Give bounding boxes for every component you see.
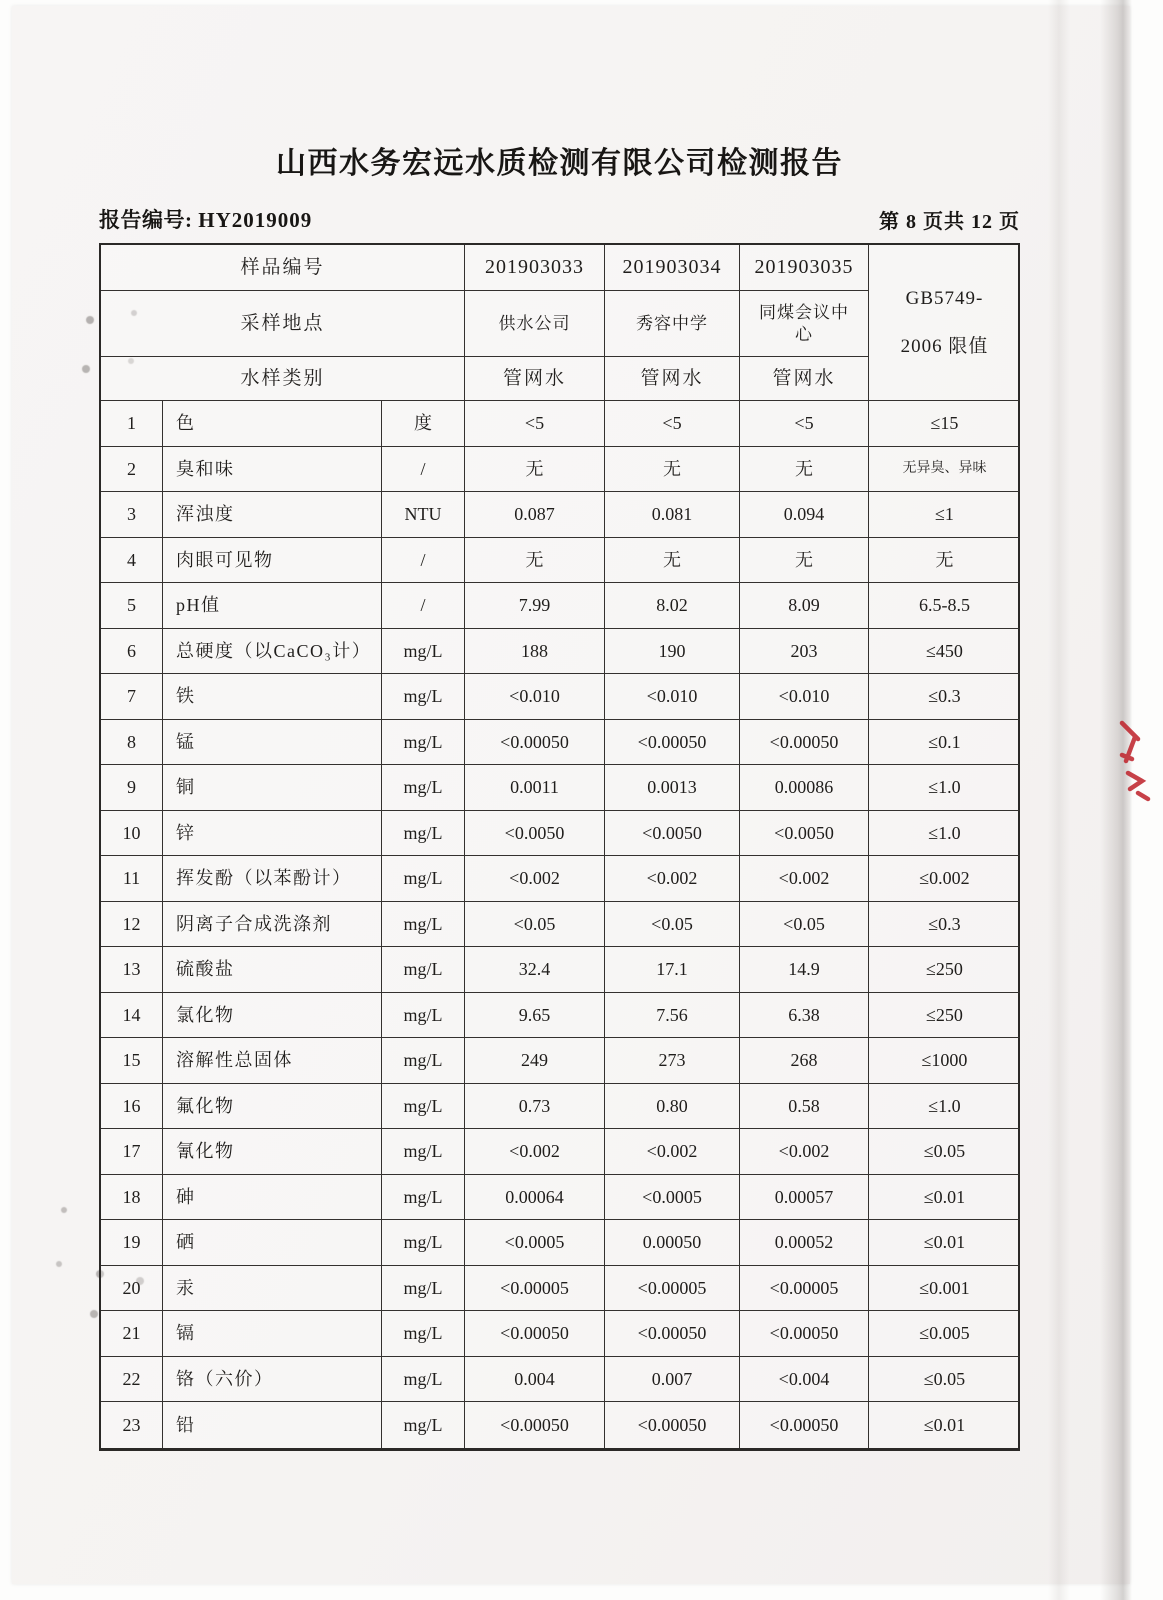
row-index: 10 xyxy=(101,811,163,857)
report-number-value: HY2019009 xyxy=(198,208,313,232)
param-unit: mg/L xyxy=(382,947,465,993)
limit-value: ≤15 xyxy=(869,401,1020,447)
param-name: 砷 xyxy=(163,1175,382,1221)
value-sample-3: 8.09 xyxy=(740,583,869,629)
limit-value: ≤0.05 xyxy=(869,1129,1020,1175)
sample-type-2: 管网水 xyxy=(605,357,740,401)
value-sample-3: 0.00086 xyxy=(740,765,869,811)
row-index: 5 xyxy=(101,583,163,629)
row-index: 19 xyxy=(101,1220,163,1266)
param-unit: mg/L xyxy=(382,1220,465,1266)
param-unit: mg/L xyxy=(382,856,465,902)
value-sample-1: 188 xyxy=(465,629,605,675)
report-number-label: 报告编号: xyxy=(99,208,193,232)
value-sample-1: 32.4 xyxy=(465,947,605,993)
limit-value: 无 xyxy=(869,538,1020,584)
limit-value: 6.5-8.5 xyxy=(869,583,1020,629)
row-index: 11 xyxy=(101,856,163,902)
param-unit: mg/L xyxy=(382,720,465,766)
value-sample-2: <0.010 xyxy=(605,674,740,720)
value-sample-1: <0.010 xyxy=(465,674,605,720)
value-sample-1: <0.0005 xyxy=(465,1220,605,1266)
row-index: 9 xyxy=(101,765,163,811)
document-content xyxy=(99,0,1020,1451)
value-sample-2: 17.1 xyxy=(605,947,740,993)
value-sample-2: 无 xyxy=(605,538,740,584)
param-name: 总硬度（以CaCO₃计） xyxy=(163,629,382,675)
limit-value: ≤0.01 xyxy=(869,1175,1020,1221)
param-unit: mg/L xyxy=(382,1311,465,1357)
param-unit: mg/L xyxy=(382,1266,465,1312)
value-sample-1: 0.73 xyxy=(465,1084,605,1130)
sample-no-1: 201903033 xyxy=(465,245,605,291)
row-index: 17 xyxy=(101,1129,163,1175)
value-sample-3: <0.002 xyxy=(740,856,869,902)
sample-no-3: 201903035 xyxy=(740,245,869,291)
location-3: 同煤会议中心 xyxy=(740,291,869,357)
limit-value: ≤0.01 xyxy=(923,1414,966,1435)
row-index: 4 xyxy=(101,538,163,584)
value-sample-3: <0.00050 xyxy=(740,1311,869,1357)
sample-no-2: 201903034 xyxy=(605,245,740,291)
value-sample-3: <0.0050 xyxy=(740,811,869,857)
value-sample-1: 9.65 xyxy=(465,993,605,1039)
limit-value: ≤1.0 xyxy=(869,765,1020,811)
limit-standard-line2: 2006 限值 xyxy=(900,335,989,357)
value-sample-1: <0.00050 xyxy=(465,720,605,766)
limit-value: ≤0.1 xyxy=(869,720,1020,766)
param-unit: mg/L xyxy=(382,1175,465,1221)
param-unit: mg/L xyxy=(382,1084,465,1130)
value-sample-1: <0.05 xyxy=(465,902,605,948)
limit-value: ≤0.001 xyxy=(869,1266,1020,1312)
row-index: 7 xyxy=(101,674,163,720)
param-name: 浑浊度 xyxy=(163,492,382,538)
value-sample-2: 273 xyxy=(605,1038,740,1084)
param-unit: mg/L xyxy=(382,765,465,811)
page-indicator: 第 8 页共 12 页 xyxy=(879,211,1020,233)
row-index: 13 xyxy=(101,947,163,993)
location-1: 供水公司 xyxy=(465,291,605,357)
value-sample-2: 0.0013 xyxy=(605,765,740,811)
limit-value: ≤0.3 xyxy=(869,674,1020,720)
row-index: 22 xyxy=(101,1357,163,1403)
value-sample-3: 14.9 xyxy=(740,947,869,993)
row-index: 23 xyxy=(101,1402,163,1448)
param-name: 镉 xyxy=(163,1311,382,1357)
value-sample-2: <0.0005 xyxy=(605,1175,740,1221)
value-sample-2: <0.00050 xyxy=(605,1311,740,1357)
limit-standard-header xyxy=(869,245,1020,401)
red-pen-mark xyxy=(1108,715,1156,805)
limit-value: ≤1000 xyxy=(869,1038,1020,1084)
param-name: pH值 xyxy=(163,583,382,629)
sample-type-label: 水样类别 xyxy=(101,357,465,401)
param-unit: mg/L xyxy=(382,1129,465,1175)
param-unit: mg/L xyxy=(382,1038,465,1084)
param-name: 硒 xyxy=(163,1220,382,1266)
row-index: 15 xyxy=(101,1038,163,1084)
value-sample-2: 0.081 xyxy=(605,492,740,538)
limit-value: ≤0.002 xyxy=(869,856,1020,902)
table-body xyxy=(101,401,1018,1448)
value-sample-3: <0.004 xyxy=(740,1357,869,1403)
value-sample-3: 0.00052 xyxy=(740,1220,869,1266)
value-sample-3: 0.094 xyxy=(740,492,869,538)
meta-row xyxy=(99,204,1020,234)
param-unit: mg/L xyxy=(382,674,465,720)
row-index: 3 xyxy=(101,492,163,538)
value-sample-3: <0.00005 xyxy=(740,1266,869,1312)
param-name: 阴离子合成洗涤剂 xyxy=(163,902,382,948)
param-unit: 度 xyxy=(382,401,465,447)
value-sample-2: <0.0050 xyxy=(605,811,740,857)
param-name: 铬（六价） xyxy=(163,1357,382,1403)
row-index: 12 xyxy=(101,902,163,948)
value-sample-3: 无 xyxy=(740,447,869,493)
value-sample-3: <0.010 xyxy=(740,674,869,720)
value-sample-1: 249 xyxy=(465,1038,605,1084)
param-name: 肉眼可见物 xyxy=(163,538,382,584)
value-sample-1: 无 xyxy=(465,538,605,584)
param-unit: / xyxy=(382,538,465,584)
value-sample-3: 203 xyxy=(740,629,869,675)
value-sample-2: <0.05 xyxy=(605,902,740,948)
row-index: 8 xyxy=(101,720,163,766)
limit-value: ≤450 xyxy=(869,629,1020,675)
sample-type-1: 管网水 xyxy=(465,357,605,401)
param-name: 硫酸盐 xyxy=(163,947,382,993)
value-sample-2: 8.02 xyxy=(605,583,740,629)
value-sample-3: <0.05 xyxy=(740,902,869,948)
value-sample-1: 0.0011 xyxy=(465,765,605,811)
row-index: 6 xyxy=(101,629,163,675)
param-unit: mg/L xyxy=(382,1402,465,1448)
limit-standard-line1: GB5749- xyxy=(905,287,984,309)
param-unit: mg/L xyxy=(382,902,465,948)
param-name: 铜 xyxy=(163,765,382,811)
value-sample-2: 0.80 xyxy=(605,1084,740,1130)
scan-specks xyxy=(0,0,4,4)
value-sample-2: 190 xyxy=(605,629,740,675)
value-sample-2: 7.56 xyxy=(605,993,740,1039)
value-sample-2: <0.00050 xyxy=(605,1402,740,1448)
value-sample-1: <0.002 xyxy=(465,856,605,902)
value-sample-2: 无 xyxy=(605,447,740,493)
value-sample-3: <0.00050 xyxy=(740,720,869,766)
row-index: 21 xyxy=(101,1311,163,1357)
report-number xyxy=(99,204,312,234)
value-sample-3: 0.58 xyxy=(740,1084,869,1130)
param-name: 挥发酚（以苯酚计） xyxy=(163,856,382,902)
limit-value: ≤1.0 xyxy=(869,811,1020,857)
limit-value: ≤0.3 xyxy=(869,902,1020,948)
limit-value: ≤1.0 xyxy=(869,1084,1020,1130)
limit-value: ≤250 xyxy=(869,993,1020,1039)
value-sample-1: <0.00050 xyxy=(465,1311,605,1357)
row-index: 20 xyxy=(101,1266,163,1312)
sample-no-label: 样品编号 xyxy=(101,245,465,291)
param-name: 铁 xyxy=(163,674,382,720)
value-sample-2: <0.002 xyxy=(605,1129,740,1175)
page-title: 山西水务宏远水质检测有限公司检测报告 xyxy=(276,147,843,180)
sample-type-3: 管网水 xyxy=(740,357,869,401)
table-header xyxy=(101,245,1018,401)
row-index: 14 xyxy=(101,993,163,1039)
row-index: 16 xyxy=(101,1084,163,1130)
location-2: 秀容中学 xyxy=(605,291,740,357)
limit-value: 无异臭、异味 xyxy=(869,447,1020,493)
value-sample-3: 0.00057 xyxy=(740,1175,869,1221)
limit-value: ≤0.01 xyxy=(869,1220,1020,1266)
location-label: 采样地点 xyxy=(101,291,465,357)
value-sample-1: 0.087 xyxy=(465,492,605,538)
limit-value: ≤250 xyxy=(869,947,1020,993)
value-sample-1: <0.00050 xyxy=(465,1402,605,1448)
param-name: 氟化物 xyxy=(163,1084,382,1130)
limit-value: ≤0.05 xyxy=(869,1357,1020,1403)
param-unit: mg/L xyxy=(382,993,465,1039)
row-index: 18 xyxy=(101,1175,163,1221)
value-sample-2: <0.00050 xyxy=(605,720,740,766)
value-sample-1: <0.0050 xyxy=(465,811,605,857)
param-name: 氯化物 xyxy=(163,993,382,1039)
param-unit: NTU xyxy=(382,492,465,538)
value-sample-1: 0.004 xyxy=(465,1357,605,1403)
value-sample-1: <0.002 xyxy=(465,1129,605,1175)
value-sample-2: <5 xyxy=(605,401,740,447)
param-name: 汞 xyxy=(163,1266,382,1312)
value-sample-2: <0.002 xyxy=(605,856,740,902)
paper-crease xyxy=(1048,0,1070,1600)
param-name: 溶解性总固体 xyxy=(163,1038,382,1084)
row-index: 1 xyxy=(101,401,163,447)
value-sample-1: <5 xyxy=(465,401,605,447)
value-sample-1: 0.00064 xyxy=(465,1175,605,1221)
param-unit: mg/L xyxy=(382,1357,465,1403)
param-unit: mg/L xyxy=(382,629,465,675)
value-sample-3: 无 xyxy=(740,538,869,584)
value-sample-2: 0.007 xyxy=(605,1357,740,1403)
value-sample-3: <0.00050 xyxy=(740,1402,869,1448)
param-name: 氰化物 xyxy=(163,1129,382,1175)
limit-value: ≤1 xyxy=(869,492,1020,538)
value-sample-3: <5 xyxy=(740,401,869,447)
results-table xyxy=(99,243,1020,1451)
param-unit: / xyxy=(382,447,465,493)
param-name: 锰 xyxy=(163,720,382,766)
value-sample-1: <0.00005 xyxy=(465,1266,605,1312)
param-name: 锌 xyxy=(163,811,382,857)
value-sample-3: 6.38 xyxy=(740,993,869,1039)
param-unit: / xyxy=(382,583,465,629)
value-sample-3: 268 xyxy=(740,1038,869,1084)
value-sample-1: 7.99 xyxy=(465,583,605,629)
value-sample-2: 0.00050 xyxy=(605,1220,740,1266)
param-name: 铅 xyxy=(163,1402,382,1448)
value-sample-3: <0.002 xyxy=(740,1129,869,1175)
value-sample-1: 无 xyxy=(465,447,605,493)
param-unit: mg/L xyxy=(382,811,465,857)
param-name: 色 xyxy=(163,401,382,447)
limit-value: ≤0.005 xyxy=(869,1311,1020,1357)
value-sample-2: <0.00005 xyxy=(605,1266,740,1312)
param-name: 臭和味 xyxy=(163,447,382,493)
row-index: 2 xyxy=(101,447,163,493)
